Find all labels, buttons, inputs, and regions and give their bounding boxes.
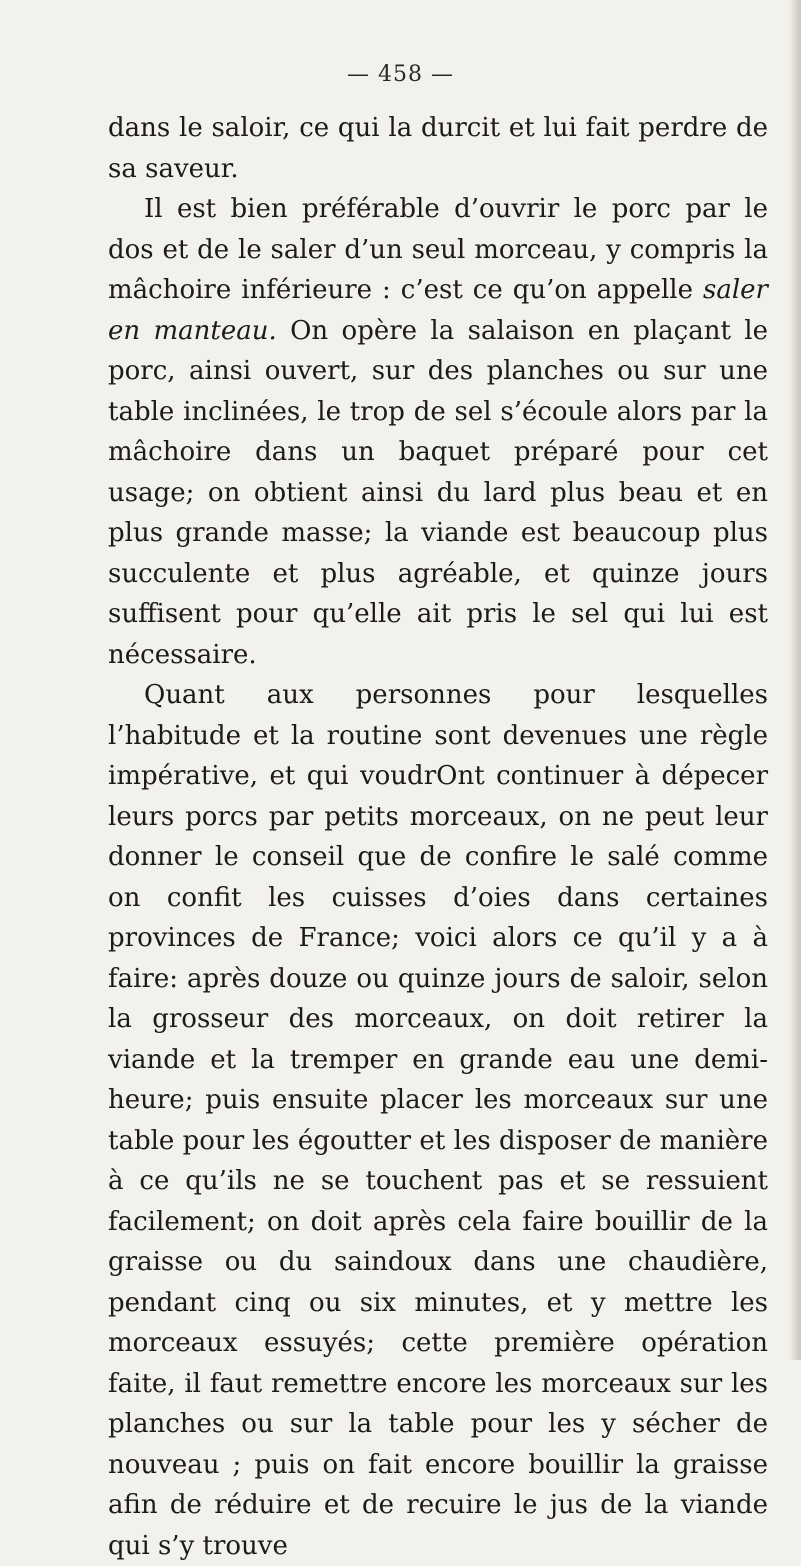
- paragraph-2-after: On opère la salaison en plaçant le porc, ainsi ouvert, sur des planches ou sur une table inclinées, le trop de sel s’écoule alors par la mâchoire dans un baquet préparé pour cet usage; on obtient ainsi du lard plus beau et en plus grande masse; la viande est beaucoup plus succulente et plus agréable, et quinze jours suffisent pour qu’elle ait pris le sel qui lui est nécessaire.: [108, 315, 768, 670]
- paragraph-3: [108, 675, 768, 1566]
- paragraph-1-text: dans le saloir, ce qui la durcit et lui fait perdre de sa saveur.: [108, 113, 768, 184]
- page-edge-shadow: [789, 0, 801, 1360]
- paragraph-3-text: Quant aux personnes pour lesquelles l’habitude et la routine sont devenues une règle impérative, et qui voudrOnt continuer à dépecer leurs porcs par petits morceaux, on ne peut leur donner le conseil que de confire le salé comme on confit les cuisses d’oies dans certaines provinces de France; voici alors ce qu’il y a à faire: après douze ou quinze jours de saloir, selon la grosseur des morceaux, on doit retirer la viande et la tremper en grande eau une demi-heure; puis ensuite placer les morceaux sur une table pour les égoutter et les disposer de manière à ce qu’ils ne se touchent pas et se ressuient facilement; on doit après cela faire bouillir de la graisse ou du saindoux dans une chaudière, pendant cinq ou six minutes, et y mettre les morceaux essuyés; cette première opération faite, il faut remettre encore les morceaux sur les planches ou sur la table pour les y sécher de nouveau ; puis on fait encore bouillir la graisse afin de réduire et de recuire le jus de la viande qui s’y trouve: [108, 680, 768, 1561]
- paragraph-2-italic-term: saler en manteau.: [108, 275, 768, 346]
- paragraph-2-before: Il est bien préférable d’ouvrir le porc par le dos et de le saler d’un seul morceau, y compris la mâchoire inférieure : c’est ce qu’on appelle: [108, 194, 768, 305]
- paragraph-1: [108, 108, 768, 189]
- page-number: — 458 —: [347, 62, 454, 87]
- paragraph-2: [108, 189, 768, 675]
- body-text: [108, 108, 768, 1566]
